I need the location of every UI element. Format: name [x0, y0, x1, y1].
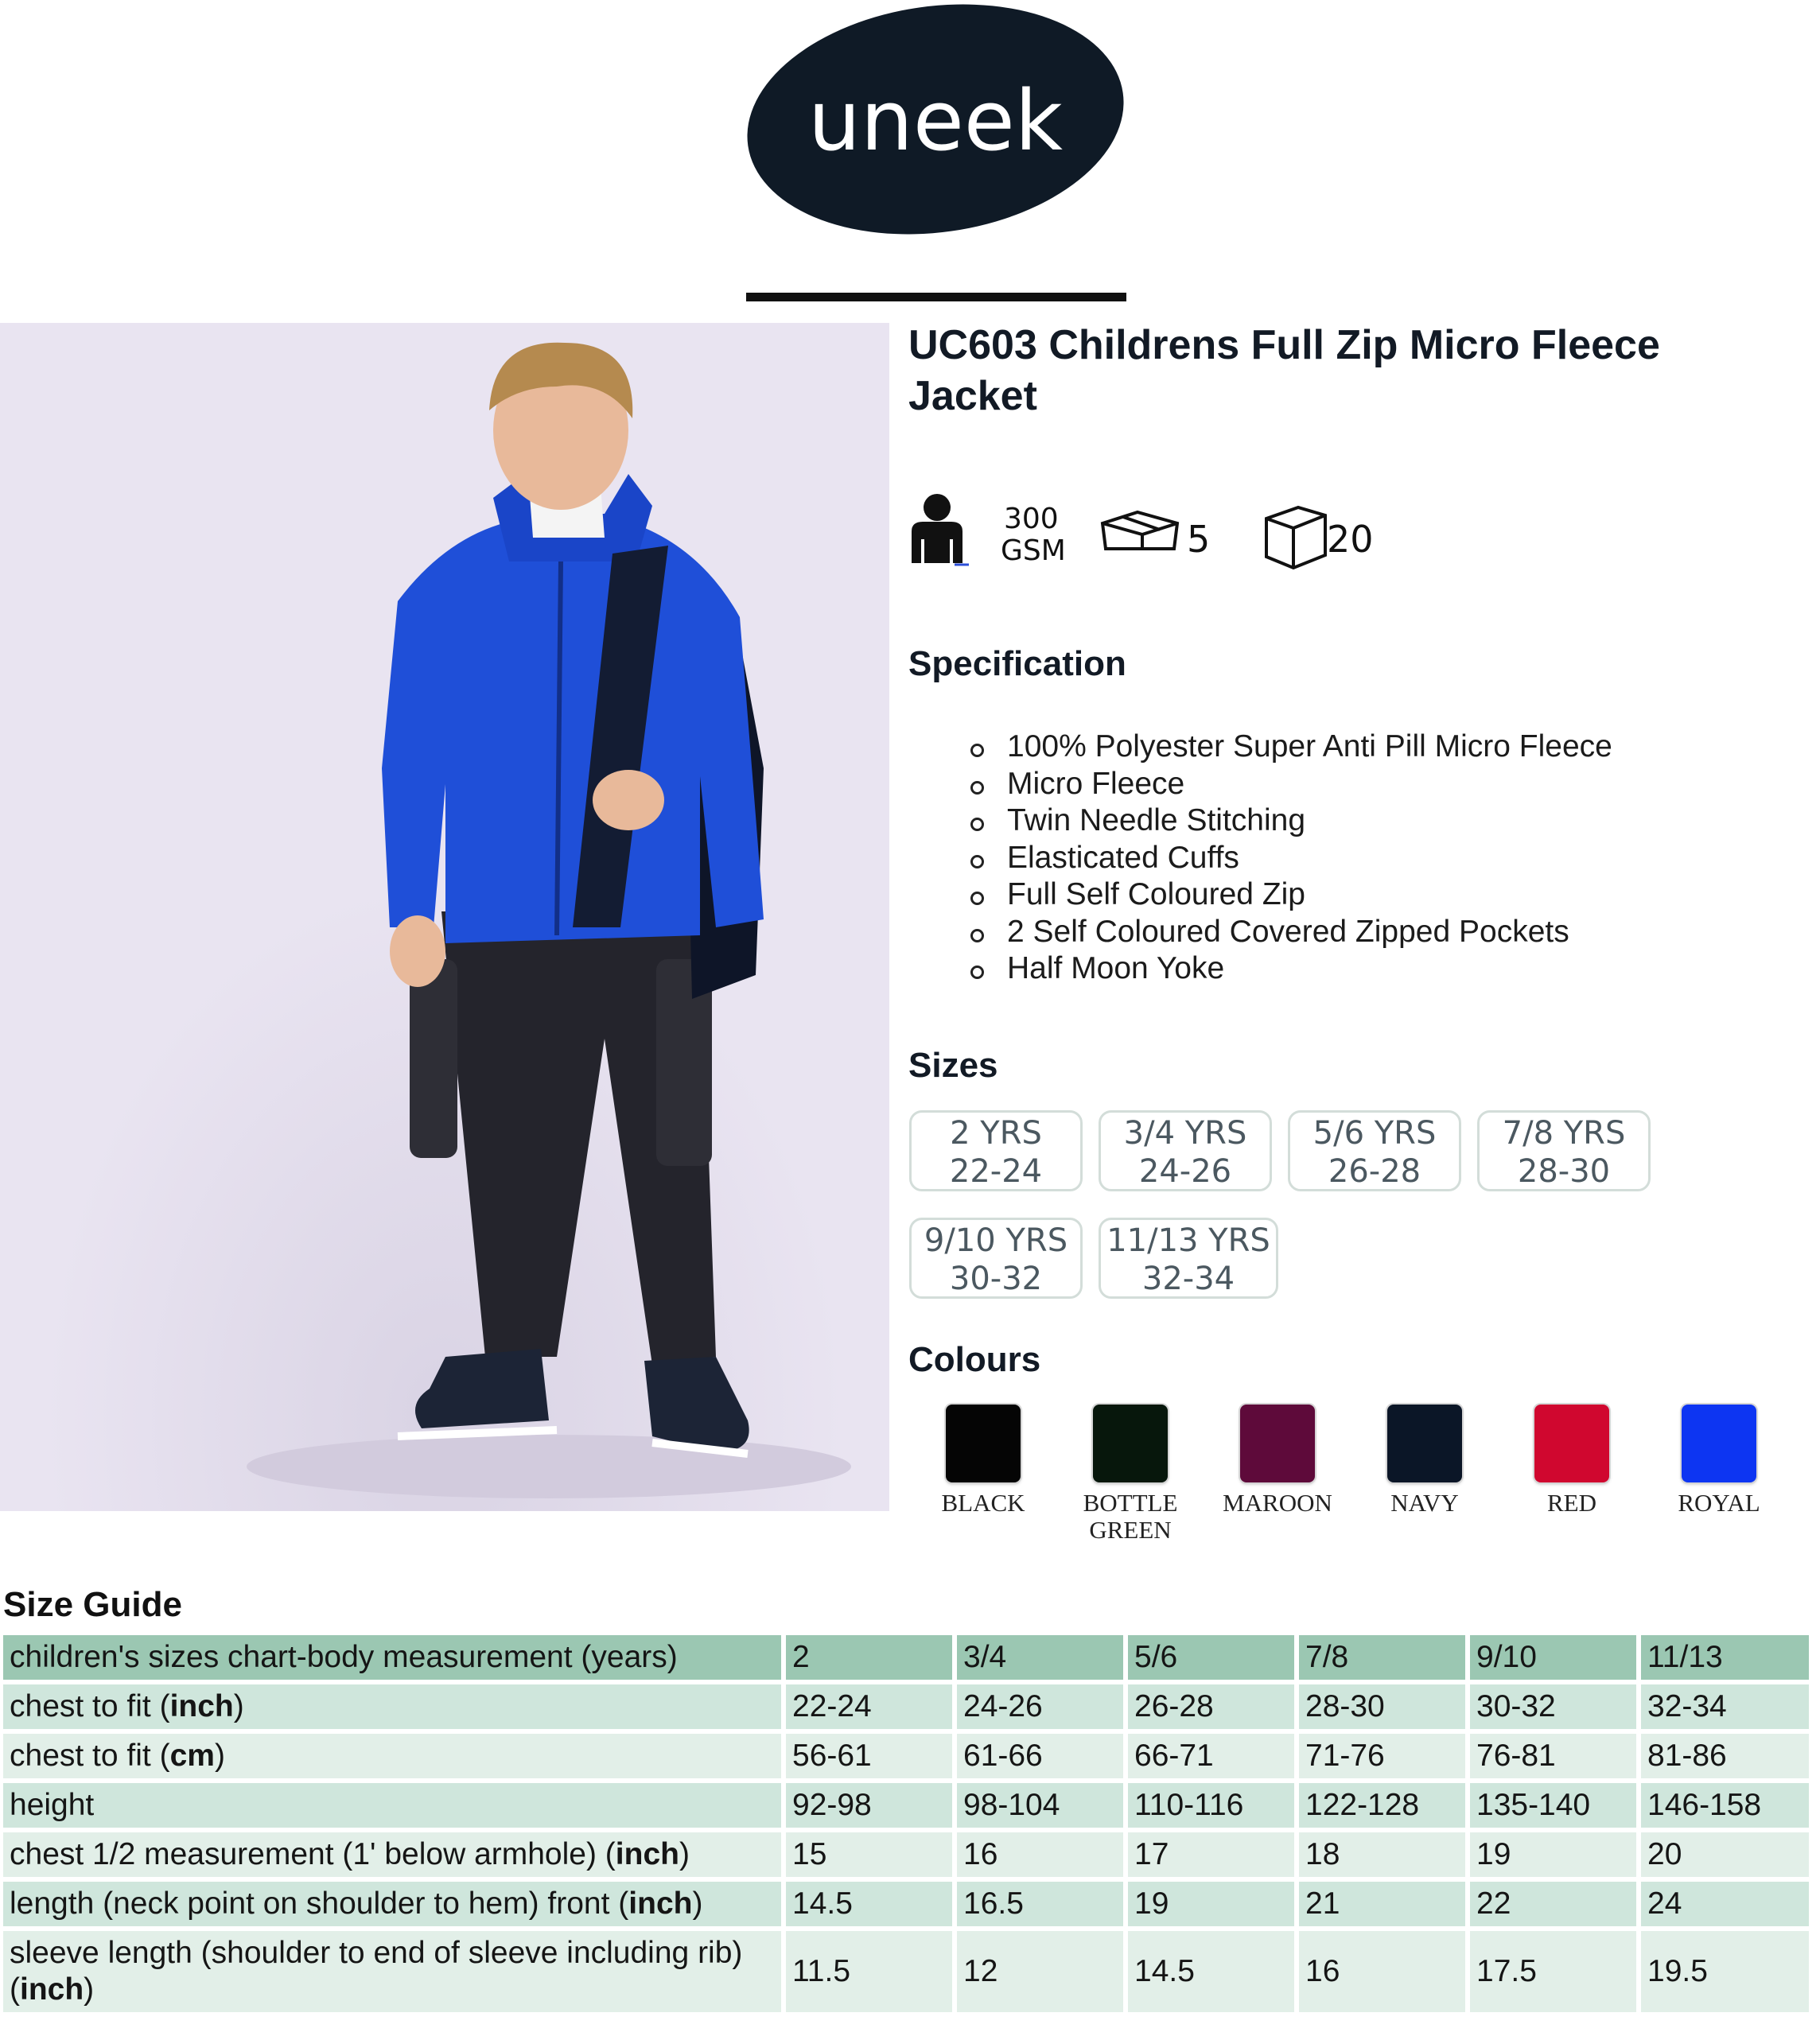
size-guide-cell: 146-158: [1641, 1783, 1809, 1828]
size-guide-heading: Size Guide: [3, 1585, 182, 1624]
size-guide-header-cell: 2: [786, 1635, 957, 1680]
size-guide-cell: 26-28: [1128, 1684, 1299, 1729]
size-guide-cell: 92-98: [786, 1783, 957, 1828]
feature-icons: [907, 492, 1400, 571]
size-guide-cell: 81-86: [1641, 1734, 1809, 1778]
size-guide-header-label: children's sizes chart-body measurement (years): [3, 1635, 786, 1680]
size-guide-row: [3, 1882, 1809, 1926]
size-guide-cell: 14.5: [786, 1882, 957, 1926]
size-guide-cell: 56-61: [786, 1734, 957, 1778]
size-guide-header-cell: 3/4: [957, 1635, 1128, 1680]
size-guide-row-label: [3, 1882, 786, 1926]
size-guide-row: [3, 1832, 1809, 1877]
row-label-unit: inch: [628, 1886, 693, 1921]
size-guide-cell: 30-32: [1470, 1684, 1641, 1729]
size-guide-cell: 76-81: [1470, 1734, 1641, 1778]
pack-icon: [1102, 512, 1177, 549]
size-guide-row: [3, 1783, 1809, 1828]
spec-item: Full Self Coloured Zip: [964, 876, 1612, 914]
row-label-suffix: ): [692, 1886, 703, 1921]
svg-text:GSM: GSM: [1001, 534, 1066, 567]
size-guide-cell: 110-116: [1128, 1783, 1299, 1828]
carton-qty: 20: [1327, 518, 1374, 561]
size-guide-row: [3, 1684, 1809, 1729]
size-guide-cell: 22: [1470, 1882, 1641, 1926]
colour-swatch-navy[interactable]: [1387, 1405, 1462, 1482]
row-label-text: chest to fit (: [10, 1739, 170, 1773]
spec-item: 100% Polyester Super Anti Pill Micro Fleece: [964, 729, 1612, 766]
size-guide-cell: 17: [1128, 1832, 1299, 1877]
specification-list: [964, 729, 1612, 988]
size-option-2[interactable]: 2 YRS 22-24: [909, 1110, 1083, 1191]
size-guide-cell: 21: [1299, 1882, 1470, 1926]
spec-item: Micro Fleece: [964, 766, 1612, 803]
colours-heading: Colours: [908, 1340, 1041, 1379]
size-option-3-4[interactable]: 3/4 YRS 24-26: [1099, 1110, 1272, 1191]
svg-text:300: 300: [1004, 503, 1059, 535]
colour-label-bottle-green: BOTTLE GREEN: [1083, 1489, 1178, 1544]
size-guide-header-cell: 9/10: [1470, 1635, 1641, 1680]
child-figure-icon: [912, 494, 969, 565]
size-guide-cell: 15: [786, 1832, 957, 1877]
gsm-weight-icon: [1001, 503, 1066, 567]
row-label-suffix: ): [233, 1689, 244, 1723]
size-guide-cell: 71-76: [1299, 1734, 1470, 1778]
size-guide-cell: 24: [1641, 1882, 1809, 1926]
size-guide-row-label: [3, 1734, 786, 1778]
colour-swatch-black[interactable]: [946, 1405, 1021, 1482]
row-label-unit: cm: [169, 1739, 215, 1773]
size-guide-cell: 24-26: [957, 1684, 1128, 1729]
size-guide-cell: 28-30: [1299, 1684, 1470, 1729]
size-guide-row-label: [3, 1931, 786, 2012]
size-guide-cell: 14.5: [1128, 1931, 1299, 2012]
colour-swatch-maroon[interactable]: [1240, 1405, 1315, 1482]
size-option-5-6[interactable]: 5/6 YRS 26-28: [1288, 1110, 1461, 1191]
size-guide-cell: 12: [957, 1931, 1128, 2012]
product-photo: [0, 323, 889, 1511]
size-guide-cell: 98-104: [957, 1783, 1128, 1828]
sizes-heading: Sizes: [908, 1046, 998, 1085]
colour-label-red: RED: [1547, 1489, 1596, 1517]
size-option-7-8[interactable]: 7/8 YRS 28-30: [1477, 1110, 1651, 1191]
row-label-unit: inch: [615, 1837, 679, 1871]
size-guide-cell: 19.5: [1641, 1931, 1809, 2012]
spec-item: 2 Self Coloured Covered Zipped Pockets: [964, 914, 1612, 951]
size-guide-cell: 32-34: [1641, 1684, 1809, 1729]
size-guide-cell: 135-140: [1470, 1783, 1641, 1828]
size-guide-cell: 19: [1470, 1832, 1641, 1877]
row-label-text: length (neck point on shoulder to hem) front (: [10, 1886, 629, 1921]
row-label-unit: inch: [20, 1972, 84, 2007]
size-guide-cell: 66-71: [1128, 1734, 1299, 1778]
colour-label-royal: ROYAL: [1678, 1489, 1760, 1517]
size-guide-header-cell: 7/8: [1299, 1635, 1470, 1680]
colour-swatch-royal[interactable]: [1682, 1405, 1756, 1482]
row-label-text: height: [10, 1788, 95, 1822]
size-guide-cell: 18: [1299, 1832, 1470, 1877]
size-guide-cell: 22-24: [786, 1684, 957, 1729]
carton-box-icon: [1266, 507, 1325, 568]
row-label-text: chest to fit (: [10, 1689, 170, 1723]
size-option-9-10[interactable]: 9/10 YRS 30-32: [909, 1218, 1083, 1299]
row-label-text: chest 1/2 measurement (1' below armhole) (: [10, 1837, 616, 1871]
size-guide-row: [3, 1931, 1809, 2012]
size-guide-row-label: [3, 1684, 786, 1729]
colour-label-navy: NAVY: [1390, 1489, 1459, 1517]
size-guide-header-row: [3, 1635, 1809, 1680]
product-title: UC603 Childrens Full Zip Micro Fleece Jacket: [908, 322, 1660, 419]
row-label-suffix: ): [679, 1837, 690, 1871]
row-label-suffix: ): [84, 1972, 95, 2007]
size-guide-row: [3, 1734, 1809, 1778]
size-guide-header-cell: 11/13: [1641, 1635, 1809, 1680]
pack-qty: 5: [1187, 518, 1211, 561]
size-guide-row-label: [3, 1832, 786, 1877]
size-guide-cell: 20: [1641, 1832, 1809, 1877]
size-option-11-13[interactable]: 11/13 YRS 32-34: [1099, 1218, 1278, 1299]
spec-item: Twin Needle Stitching: [964, 802, 1612, 840]
spec-item: Half Moon Yoke: [964, 950, 1612, 988]
row-label-suffix: ): [214, 1739, 225, 1773]
colour-swatch-bottle-green[interactable]: [1093, 1405, 1168, 1482]
row-label-unit: inch: [169, 1689, 234, 1723]
colour-swatch-red[interactable]: [1534, 1405, 1609, 1482]
size-guide-cell: 122-128: [1299, 1783, 1470, 1828]
svg-text:uneek: uneek: [807, 72, 1064, 169]
size-guide-cell: 16: [1299, 1931, 1470, 2012]
size-guide-table: [3, 1630, 1809, 2017]
size-guide-cell: 16: [957, 1832, 1128, 1877]
size-guide-cell: 19: [1128, 1882, 1299, 1926]
row-label-text: sleeve length (shoulder to end of sleeve including rib) (: [10, 1936, 743, 2007]
specification-heading: Specification: [908, 644, 1126, 683]
logo-divider: [746, 293, 1126, 301]
size-guide-cell: 17.5: [1470, 1931, 1641, 2012]
size-guide-cell: 11.5: [786, 1931, 957, 2012]
size-guide-header-cell: 5/6: [1128, 1635, 1299, 1680]
size-guide-row-label: [3, 1783, 786, 1828]
uneek-logo: [745, 0, 1126, 235]
spec-item: Elasticated Cuffs: [964, 840, 1612, 877]
colour-label-maroon: MAROON: [1223, 1489, 1332, 1517]
size-guide-cell: 16.5: [957, 1882, 1128, 1926]
size-guide-cell: 61-66: [957, 1734, 1128, 1778]
colour-label-black: BLACK: [941, 1489, 1025, 1517]
